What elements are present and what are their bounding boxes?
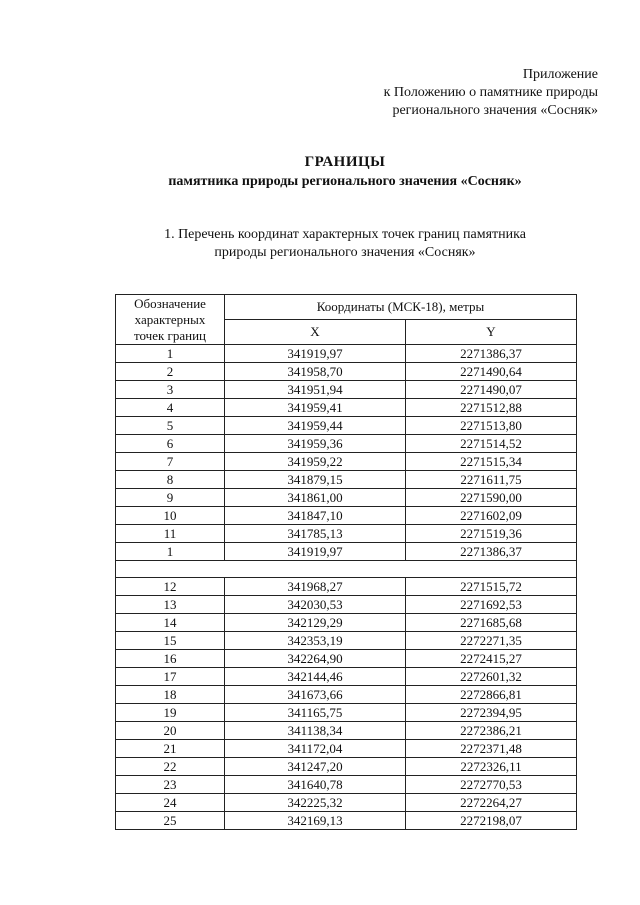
point-cell: 13 xyxy=(116,596,225,614)
coordinates-header: Координаты (МСК-18), метры xyxy=(225,295,577,320)
x-cell: 342225,32 xyxy=(225,794,406,812)
point-cell: 15 xyxy=(116,632,225,650)
x-cell: 341959,44 xyxy=(225,417,406,435)
y-cell: 2272264,27 xyxy=(406,794,577,812)
y-cell: 2272770,53 xyxy=(406,776,577,794)
x-cell: 341847,10 xyxy=(225,507,406,525)
point-designation-header: Обозначение характерных точек границ xyxy=(116,295,225,345)
point-cell: 9 xyxy=(116,489,225,507)
x-cell: 342129,29 xyxy=(225,614,406,632)
table-row xyxy=(116,596,577,614)
coordinates-table xyxy=(115,294,577,830)
table-row xyxy=(116,507,577,525)
table-row xyxy=(116,578,577,596)
point-cell: 22 xyxy=(116,758,225,776)
y-column-header: Y xyxy=(406,320,577,345)
section-heading-line-2: природы регионального значения «Сосняк» xyxy=(214,245,476,260)
y-cell: 2271602,09 xyxy=(406,507,577,525)
table-row xyxy=(116,345,577,363)
y-cell: 2271386,37 xyxy=(406,543,577,561)
table-row xyxy=(116,489,577,507)
x-cell: 341959,41 xyxy=(225,399,406,417)
y-cell: 2271513,80 xyxy=(406,417,577,435)
document-title: ГРАНИЦЫ xyxy=(304,154,386,170)
y-cell: 2272386,21 xyxy=(406,722,577,740)
y-cell: 2271519,36 xyxy=(406,525,577,543)
table-row xyxy=(116,417,577,435)
x-cell: 341958,70 xyxy=(225,363,406,381)
point-cell: 23 xyxy=(116,776,225,794)
point-cell: 14 xyxy=(116,614,225,632)
table-row xyxy=(116,740,577,758)
table-row xyxy=(116,776,577,794)
table-row xyxy=(116,363,577,381)
point-cell: 5 xyxy=(116,417,225,435)
y-cell: 2272198,07 xyxy=(406,812,577,830)
x-cell: 341968,27 xyxy=(225,578,406,596)
point-cell: 19 xyxy=(116,704,225,722)
point-cell: 17 xyxy=(116,668,225,686)
table-group-2 xyxy=(116,578,577,830)
table-row xyxy=(116,543,577,561)
x-cell: 341165,75 xyxy=(225,704,406,722)
x-cell: 341959,36 xyxy=(225,435,406,453)
document-subtitle: памятника природы регионального значения «Сосняк» xyxy=(168,174,522,189)
x-cell: 342030,53 xyxy=(225,596,406,614)
point-cell: 11 xyxy=(116,525,225,543)
y-cell: 2271692,53 xyxy=(406,596,577,614)
point-cell: 21 xyxy=(116,740,225,758)
y-cell: 2271512,88 xyxy=(406,399,577,417)
point-cell: 25 xyxy=(116,812,225,830)
x-cell: 342264,90 xyxy=(225,650,406,668)
point-cell: 7 xyxy=(116,453,225,471)
point-cell: 20 xyxy=(116,722,225,740)
table-row xyxy=(116,668,577,686)
y-cell: 2272601,32 xyxy=(406,668,577,686)
table-row xyxy=(116,525,577,543)
x-cell: 342169,13 xyxy=(225,812,406,830)
point-cell: 24 xyxy=(116,794,225,812)
y-cell: 2271514,52 xyxy=(406,435,577,453)
y-cell: 2271490,07 xyxy=(406,381,577,399)
y-cell: 2272415,27 xyxy=(406,650,577,668)
x-cell: 341138,34 xyxy=(225,722,406,740)
point-cell: 16 xyxy=(116,650,225,668)
table-row xyxy=(116,758,577,776)
x-cell: 341879,15 xyxy=(225,471,406,489)
x-cell: 341861,00 xyxy=(225,489,406,507)
x-cell: 341919,97 xyxy=(225,543,406,561)
table-row xyxy=(116,722,577,740)
section-heading-line-1: 1. Перечень координат характерных точек границ памятника xyxy=(164,227,526,242)
point-cell: 2 xyxy=(116,363,225,381)
y-cell: 2271515,72 xyxy=(406,578,577,596)
appendix-header xyxy=(384,66,598,120)
x-cell: 341951,94 xyxy=(225,381,406,399)
point-cell: 8 xyxy=(116,471,225,489)
point-cell: 6 xyxy=(116,435,225,453)
point-cell: 12 xyxy=(116,578,225,596)
table-group-1 xyxy=(116,345,577,561)
y-cell: 2272271,35 xyxy=(406,632,577,650)
table-row xyxy=(116,435,577,453)
appendix-line-3: регионального значения «Сосняк» xyxy=(392,103,598,118)
section-heading xyxy=(0,226,640,262)
y-cell: 2272394,95 xyxy=(406,704,577,722)
y-cell: 2272371,48 xyxy=(406,740,577,758)
appendix-line-2: к Положению о памятнике природы xyxy=(383,85,598,100)
x-cell: 341785,13 xyxy=(225,525,406,543)
x-cell: 341640,78 xyxy=(225,776,406,794)
point-cell: 3 xyxy=(116,381,225,399)
appendix-line-1: Приложение xyxy=(522,67,598,82)
x-cell: 341247,20 xyxy=(225,758,406,776)
x-cell: 341673,66 xyxy=(225,686,406,704)
point-cell: 10 xyxy=(116,507,225,525)
x-cell: 342144,46 xyxy=(225,668,406,686)
point-cell: 1 xyxy=(116,543,225,561)
y-cell: 2271590,00 xyxy=(406,489,577,507)
table-row xyxy=(116,794,577,812)
point-cell: 1 xyxy=(116,345,225,363)
table-row xyxy=(116,614,577,632)
table-row xyxy=(116,686,577,704)
table-row xyxy=(116,471,577,489)
y-cell: 2271611,75 xyxy=(406,471,577,489)
x-cell: 341959,22 xyxy=(225,453,406,471)
table-row xyxy=(116,381,577,399)
y-cell: 2271515,34 xyxy=(406,453,577,471)
y-cell: 2272866,81 xyxy=(406,686,577,704)
point-cell: 4 xyxy=(116,399,225,417)
point-cell: 18 xyxy=(116,686,225,704)
table-row xyxy=(116,399,577,417)
x-cell: 342353,19 xyxy=(225,632,406,650)
x-cell: 341172,04 xyxy=(225,740,406,758)
y-cell: 2271685,68 xyxy=(406,614,577,632)
x-column-header: X xyxy=(225,320,406,345)
table-row xyxy=(116,650,577,668)
table-row xyxy=(116,704,577,722)
table-row xyxy=(116,632,577,650)
y-cell: 2271386,37 xyxy=(406,345,577,363)
table-row xyxy=(116,453,577,471)
y-cell: 2271490,64 xyxy=(406,363,577,381)
x-cell: 341919,97 xyxy=(225,345,406,363)
y-cell: 2272326,11 xyxy=(406,758,577,776)
table-row xyxy=(116,812,577,830)
separator-row xyxy=(116,561,577,578)
table-group-separator xyxy=(116,561,577,578)
